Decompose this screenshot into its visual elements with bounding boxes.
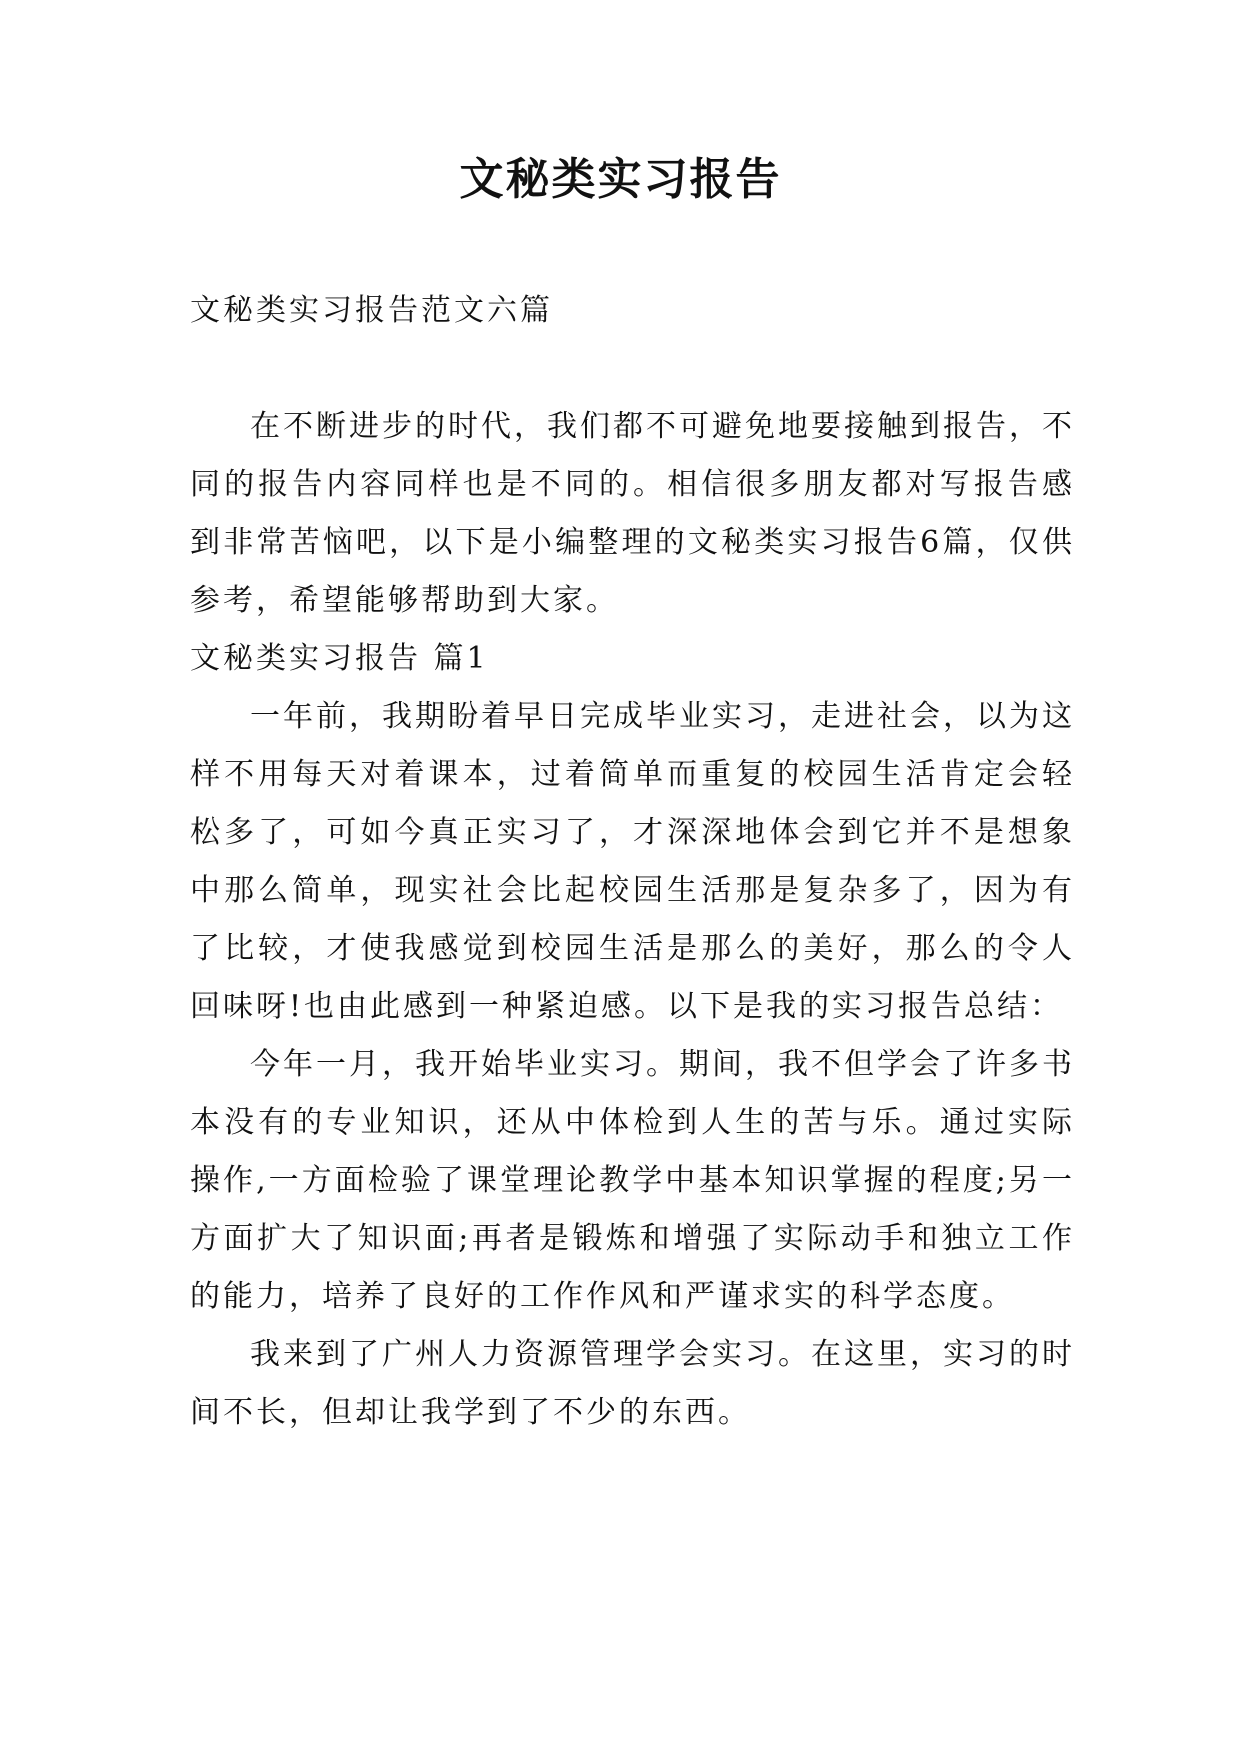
body-paragraph: 我来到了广州人力资源管理学会实习。在这里，实习的时间不长，但却让我学到了不少的东西。: [190, 1337, 1075, 1430]
intro-paragraph: 在不断进步的时代，我们都不可避免地要接触到报告，不同的报告内容同样也是不同的。相信很多朋友都对写报告感到非常苦恼吧，以下是小编整理的文秘类实习报告6篇，仅供参考，希望能够帮助到大家。: [190, 409, 1075, 618]
document-subtitle: 文秘类实习报告范文六篇: [190, 293, 553, 328]
body-paragraph: 今年一月，我开始毕业实习。期间，我不但学会了许多书本没有的专业知识，还从中体检到人生的苦与乐。通过实际操作,一方面检验了课堂理论教学中基本知识掌握的程度;另一方面扩大了知识面;再者是锻炼和增强了实际动手和独立工作的能力，培养了良好的工作作风和严谨求实的科学态度。: [190, 1047, 1075, 1314]
document-body: [190, 282, 1075, 1442]
document-title: 文秘类实习报告: [459, 154, 782, 205]
section-heading: 文秘类实习报告 篇1: [190, 641, 489, 676]
body-paragraph: 一年前，我期盼着早日完成毕业实习，走进社会，以为这样不用每天对着课本，过着简单而重复的校园生活肯定会轻松多了，可如今真正实习了，才深深地体会到它并不是想象中那么简单，现实社会比起校园生活那是复杂多了，因为有了比较，才使我感觉到校园生活是那么的美好，那么的令人回味呀!也由此感到一种紧迫感。以下是我的实习报告总结：: [190, 699, 1075, 1024]
